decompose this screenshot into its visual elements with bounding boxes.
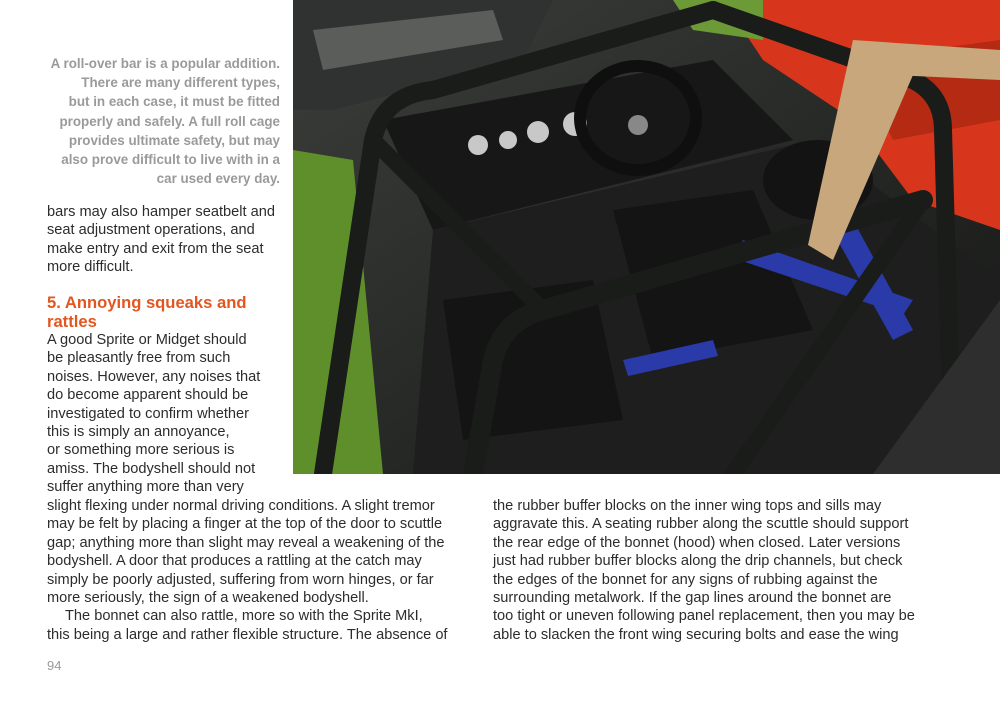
roll-cage-photo [293,0,1000,474]
gauge-3 [527,121,549,143]
caption-line: provides ultimate safety, but may [68,132,280,148]
body-line: do become apparent should be [47,387,249,404]
body-line: slight flexing under normal driving conditions. A slight tremor [47,498,435,514]
intro-line: more difficult. [47,259,134,276]
intro-line: bars may also hamper seatbelt and [47,204,275,220]
body-line: more seriously, the sign of a weakened bodyshell. [47,590,369,607]
body-line: suffer anything more than very [47,479,244,496]
gauge-1 [468,135,488,155]
body-line: be pleasantly free from such [47,350,231,367]
body-line: surrounding metalwork. If the gap lines around the bonnet are [493,590,892,607]
body-line: A good Sprite or Midget should [47,332,247,348]
body-line: The bonnet can also rattle, more so with the Sprite MkI, [65,608,423,625]
section-left-column [47,497,448,644]
body-line: too tight or uneven following panel replacement, then you may be [493,608,915,625]
section-narrow-text [47,331,260,497]
body-line: aggravate this. A seating rubber along the scuttle should support [493,516,909,533]
heading-line: rattles [47,312,97,331]
body-line: may be felt by placing a finger at the top of the door to scuttle [47,516,443,533]
section-heading [47,293,287,331]
steering-hub [628,115,648,135]
intro-line: seat adjustment operations, and [47,222,255,239]
caption-line: properly and safely. A full roll cage [59,113,280,129]
body-line: this is simply an annoyance, [47,424,230,441]
intro-paragraph [47,203,275,277]
caption-line: but in each case, it must be fitted [68,94,280,110]
photo-caption [40,54,280,188]
roll-cage-illustration [293,0,1000,474]
gauge-2 [499,131,517,149]
body-line: the edges of the bonnet for any signs of rubbing against the [493,571,878,588]
body-line: investigated to confirm whether [47,405,249,422]
body-line: bodyshell. A door that produces a rattling at the catch may [47,553,422,570]
caption-line: There are many different types, [81,75,280,91]
body-line: this being a large and rather flexible structure. The absence of [47,626,448,643]
body-line: gap; anything more than slight may reveal a weakening of the [47,534,445,551]
body-line: just had rubber buffer blocks along the drip channels, but check [493,553,903,570]
heading-line: 5. Annoying squeaks and [47,293,247,312]
caption-line: A roll-over bar is a popular addition. [50,56,280,71]
body-line: noises. However, any noises that [47,368,261,385]
page-number: 94 [47,658,62,673]
caption-line: also prove difficult to live with in a [61,152,280,168]
caption-line: car used every day. [156,171,280,187]
section-right-column [493,497,915,644]
body-line: able to slacken the front wing securing bolts and ease the wing [493,626,899,643]
body-line: or something more serious is [47,442,235,459]
body-line: amiss. The bodyshell should not [47,460,256,477]
body-line: the rear edge of the bonnet (hood) when closed. Later versions [493,534,901,551]
body-line: the rubber buffer blocks on the inner wing tops and sills may [493,498,882,514]
body-line: simply be poorly adjusted, suffering from worn hinges, or far [47,571,434,588]
intro-line: make entry and exit from the seat [47,240,264,257]
